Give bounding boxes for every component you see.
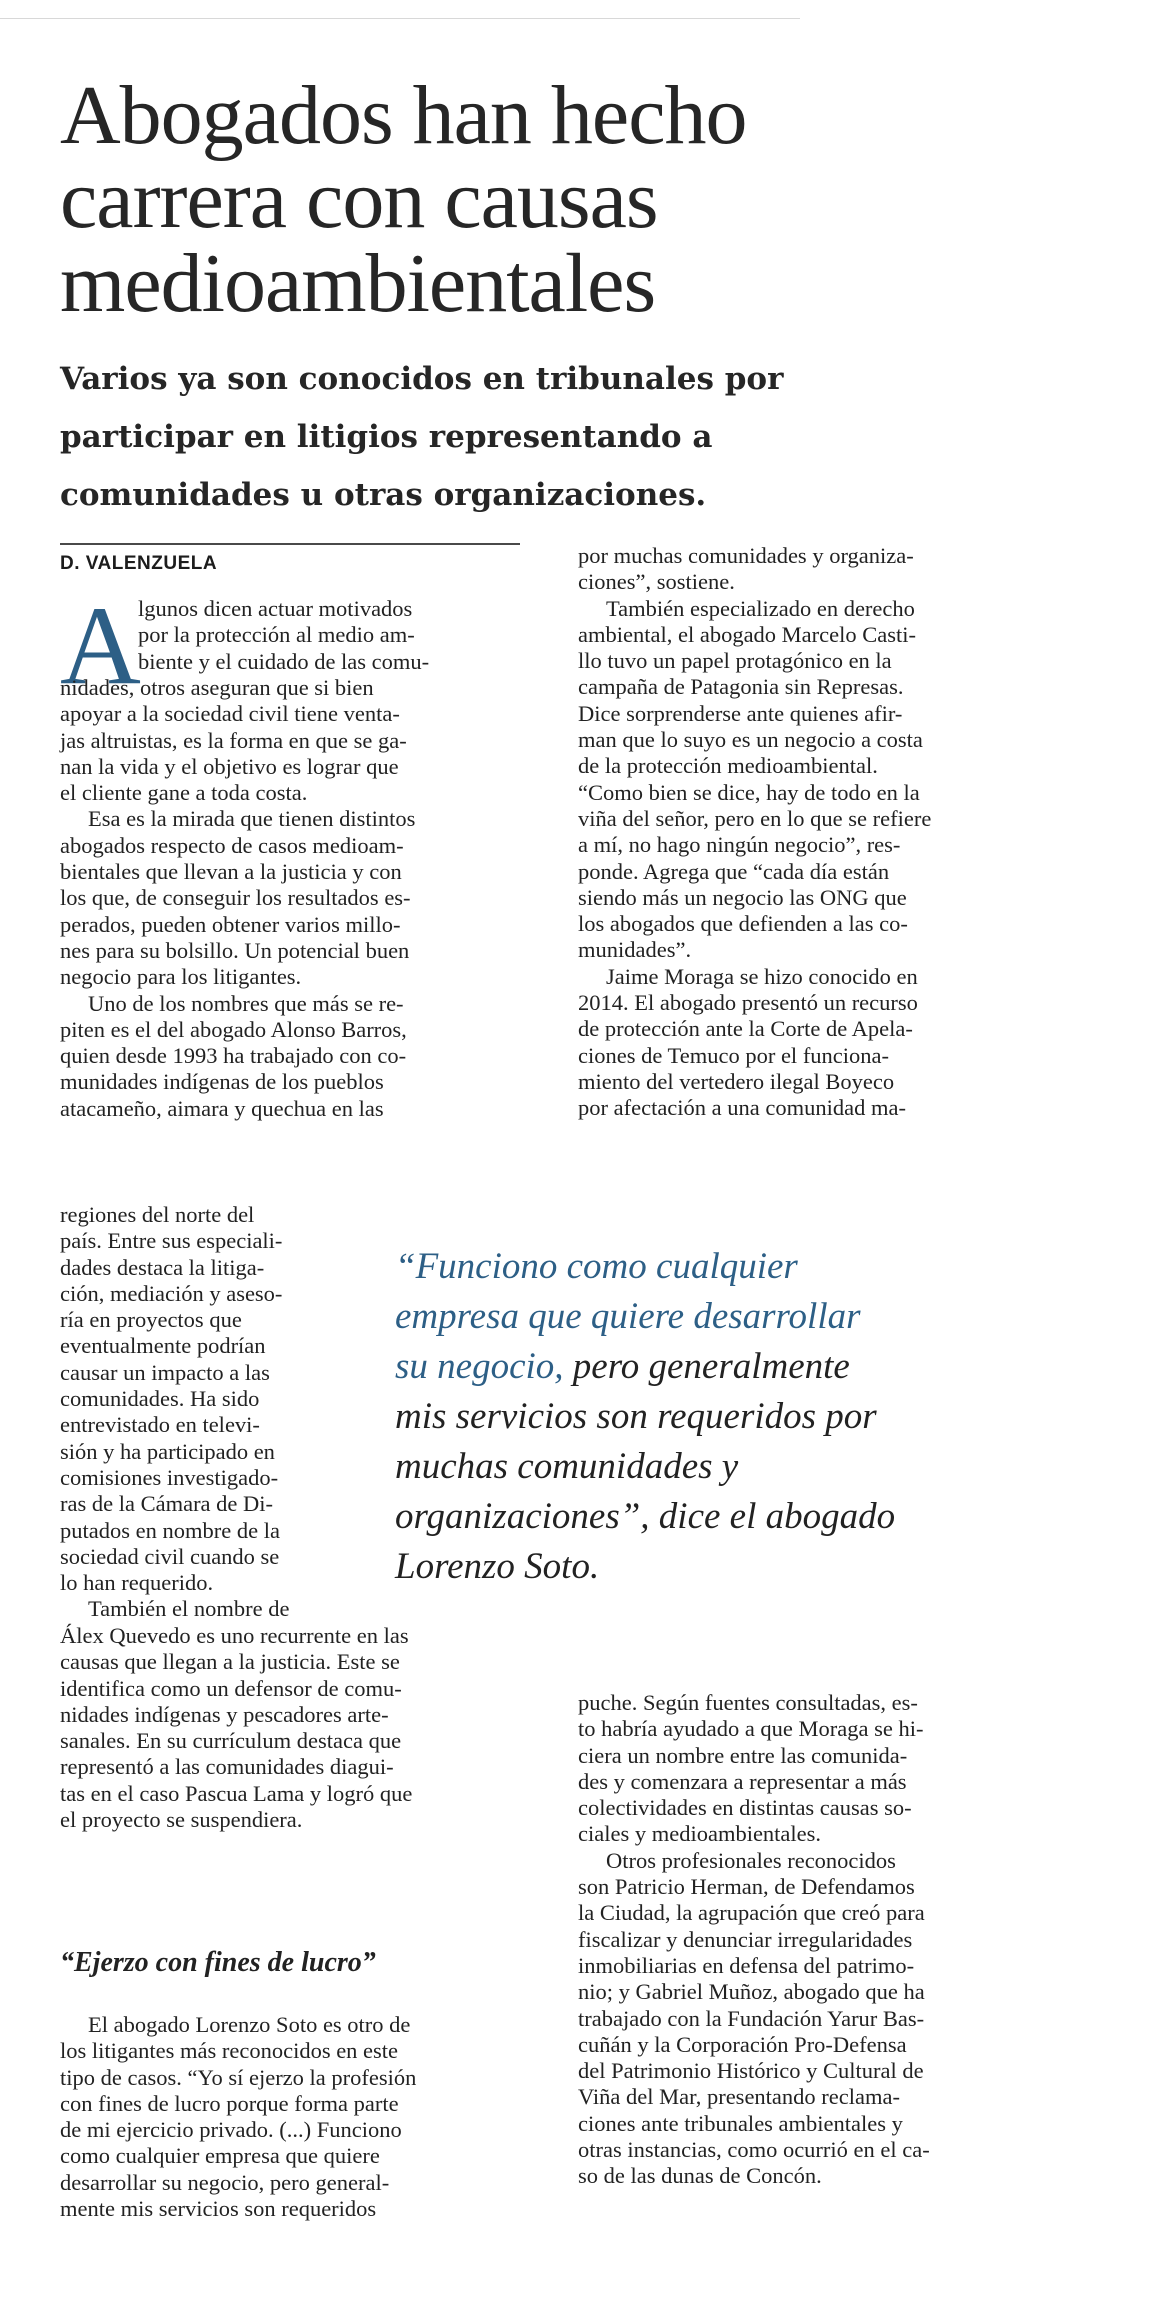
text-line: del Patrimonio Histórico y Cultural de [578, 2058, 924, 2084]
text-line: abogados respecto de casos medioam- [60, 832, 404, 858]
text-line: siendo más un negocio las ONG que [578, 884, 907, 910]
text-line: to habría ayudado a que Moraga se hi- [578, 1716, 924, 1742]
text-line: des y comenzara a representar a más [578, 1768, 907, 1794]
text-line: identifica como un defensor de comu- [60, 1675, 402, 1701]
column-2-top [578, 543, 1098, 1122]
text-line: el cliente gane a toda costa. [60, 780, 308, 806]
column-1-intro [138, 596, 568, 675]
pull-quote-line: Lorenzo Soto. [395, 1546, 600, 1587]
text-line: lgunos dicen actuar motivados [138, 596, 413, 621]
text-line: mente mis servicios son requeridos [60, 2196, 377, 2222]
subheadline [60, 350, 1120, 524]
text-line: inmobiliarias en defensa del patrimo- [578, 1952, 915, 1978]
text-line: munidades indígenas de los pueblos [60, 1069, 384, 1095]
text-line: “Como bien se dice, hay de todo en la [578, 779, 920, 805]
text-line: Viña del Mar, presentando reclama- [578, 2084, 900, 2110]
text-line: ción, mediación y aseso- [60, 1280, 283, 1306]
text-line: ras de la Cámara de Di- [60, 1491, 274, 1517]
text-line: sociedad civil cuando se [60, 1543, 280, 1569]
headline-line: medioambientales [60, 237, 656, 330]
text-line: colectividades en distintas causas so- [578, 1795, 912, 1821]
text-line: desarrollar su negocio, pero general- [60, 2169, 390, 2195]
text-line: cuñán y la Corporación Pro-Defensa [578, 2031, 907, 2057]
text-line: los litigantes más reconocidos en este [60, 2038, 399, 2064]
text-line: ciones”, sostiene. [578, 569, 735, 595]
text-line: los abogados que defienden a las co- [578, 911, 908, 937]
text-line: son Patricio Herman, de Defendamos [578, 1874, 915, 1900]
text-line: apoyar a la sociedad civil tiene venta- [60, 701, 400, 727]
pull-quote-line: organizaciones”, dice el abogado [395, 1496, 896, 1537]
text-line: Jaime Moraga se hizo conocido en [606, 963, 918, 989]
text-line: dades destaca la litiga- [60, 1254, 265, 1280]
text-line: de la protección medioambiental. [578, 753, 878, 779]
text-line: fiscalizar y denunciar irregularidades [578, 1926, 913, 1952]
text-line: ciones ante tribunales ambientales y [578, 2110, 903, 2136]
text-line: negocio para los litigantes. [60, 964, 302, 990]
text-line: por muchas comunidades y organiza- [578, 543, 914, 568]
text-line: Esa es la mirada que tienen distintos [88, 806, 416, 832]
text-line: lo han requerido. [60, 1570, 214, 1596]
column-1-body [60, 675, 570, 1122]
text-line: país. Entre sus especiali- [60, 1228, 283, 1254]
pull-quote-line: muchas comunidades y [395, 1446, 739, 1487]
text-line: representó a las comunidades diagui- [60, 1754, 394, 1780]
text-line: Uno de los nombres que más se re- [88, 990, 404, 1016]
text-line: de protección ante la Corte de Apela- [578, 1016, 913, 1042]
text-line: por afectación a una comunidad ma- [578, 1095, 906, 1121]
text-line: otras instancias, como ocurrió en el ca- [578, 2137, 930, 2163]
byline-rule [60, 543, 520, 545]
subheadline-line: comunidades u otras organizaciones. [60, 477, 707, 513]
byline: D. VALENZUELA [60, 553, 218, 574]
pull-quote-line: mis servicios son requeridos por [395, 1396, 877, 1437]
text-line: atacameño, aimara y quechua en las [60, 1095, 384, 1121]
text-line: llo tuvo un papel protagónico en la [578, 648, 892, 674]
text-line: Otros profesionales reconocidos [606, 1847, 896, 1873]
drop-cap: A [60, 584, 141, 708]
text-line: nan la vida y el objetivo es lograr que [60, 753, 399, 779]
text-line: tipo de casos. “Yo sí ejerzo la profesión [60, 2064, 417, 2090]
pull-quote-line: “Funciono como cualquier [395, 1246, 798, 1287]
headline-line: carrera con causas [60, 153, 658, 246]
text-line: nidades indígenas y pescadores arte- [60, 1701, 389, 1727]
headline-line: Abogados han hecho [60, 69, 747, 162]
text-line: sión y ha participado en [60, 1438, 275, 1464]
text-line: trabajado con la Fundación Yarur Bas- [578, 2005, 925, 2031]
text-line: 2014. El abogado presentó un recurso [578, 990, 918, 1016]
text-line: de mi ejercicio privado. (...) Funciono [60, 2117, 402, 2143]
text-line: Dice sorprenderse ante quienes afir- [578, 700, 903, 726]
text-line: por la protección al medio am- [138, 622, 415, 648]
text-line: viña del señor, pero en lo que se refiere [578, 805, 932, 831]
text-line: el proyecto se suspendiera. [60, 1807, 303, 1833]
text-line: ambiental, el abogado Marcelo Casti- [578, 621, 917, 647]
text-line: so de las dunas de Concón. [578, 2163, 822, 2189]
text-line: los que, de conseguir los resultados es- [60, 885, 411, 911]
text-line: regiones del norte del [60, 1202, 255, 1227]
text-line: la Ciudad, la agrupación que creó para [578, 1900, 925, 1926]
text-line: nio; y Gabriel Muñoz, abogado que ha [578, 1979, 925, 2005]
text-line: El abogado Lorenzo Soto es otro de [88, 2012, 411, 2037]
text-line: campaña de Patagonia sin Represas. [578, 674, 904, 700]
text-line: miento del vertedero ilegal Boyeco [578, 1068, 895, 1094]
column-2-bottom [578, 1690, 1098, 2190]
text-line: comunidades. Ha sido [60, 1386, 260, 1412]
pull-quote-line: su negocio, [395, 1346, 564, 1387]
text-line: bientales que llevan a la justicia y con [60, 859, 402, 885]
text-line: munidades”. [578, 937, 692, 963]
column-1-last [60, 2012, 570, 2222]
text-line: con fines de lucro porque forma parte [60, 2090, 399, 2116]
text-line: tas en el caso Pascua Lama y logró que [60, 1780, 413, 1806]
text-line: perados, pueden obtener varios millo- [60, 911, 401, 937]
headline [60, 69, 1110, 330]
text-line: También especializado en derecho [606, 595, 915, 621]
pull-quote-line: pero generalmente [563, 1346, 850, 1387]
text-line: jas altruistas, es la forma en que se ga- [60, 727, 407, 753]
text-line: a mí, no hago ningún negocio”, res- [578, 832, 901, 858]
text-line: Álex Quevedo es uno recurrente en las [60, 1623, 409, 1648]
text-line: entrevistado en televi- [60, 1412, 260, 1438]
pull-quote [395, 1242, 1045, 1592]
text-line: nidades, otros aseguran que si bien [60, 675, 374, 700]
text-line: También el nombre de [88, 1596, 290, 1622]
text-line: sanales. En su currículum destaca que [60, 1728, 402, 1754]
text-line: nes para su bolsillo. Un potencial buen [60, 937, 410, 963]
text-line: ciales y medioambientales. [578, 1821, 822, 1847]
text-line: man que lo suyo es un negocio a costa [578, 727, 923, 753]
text-line: ciera un nombre entre las comunida- [578, 1742, 908, 1768]
text-line: ciones de Temuco por el funciona- [578, 1042, 890, 1068]
text-line: ría en proyectos que [60, 1307, 242, 1333]
column-1-narrow [60, 1202, 370, 1623]
text-line: piten es el del abogado Alonso Barros, [60, 1016, 407, 1042]
pull-quote-line: empresa que quiere desarrollar [395, 1296, 861, 1337]
text-line: causar un impacto a las [60, 1359, 270, 1385]
text-line: como cualquier empresa que quiere [60, 2143, 380, 2169]
text-line: biente y el cuidado de las comu- [138, 648, 430, 674]
column-1-bottom [60, 1623, 570, 1833]
text-line: putados en nombre de la [60, 1517, 280, 1543]
subheadline-line: participar en litigios representando a [60, 419, 713, 455]
text-line: ponde. Agrega que “cada día están [578, 858, 890, 884]
text-line: eventualmente podrían [60, 1333, 266, 1359]
subheadline-line: Varios ya son conocidos en tribunales por [60, 361, 784, 397]
text-line: quien desde 1993 ha trabajado con co- [60, 1043, 407, 1069]
section-subtitle: “Ejerzo con fines de lucro” [60, 1947, 376, 1978]
text-line: puche. Según fuentes consultadas, es- [578, 1690, 918, 1715]
text-line: comisiones investigado- [60, 1464, 279, 1490]
top-rule [0, 18, 800, 19]
text-line: causas que llegan a la justicia. Este se [60, 1649, 400, 1675]
